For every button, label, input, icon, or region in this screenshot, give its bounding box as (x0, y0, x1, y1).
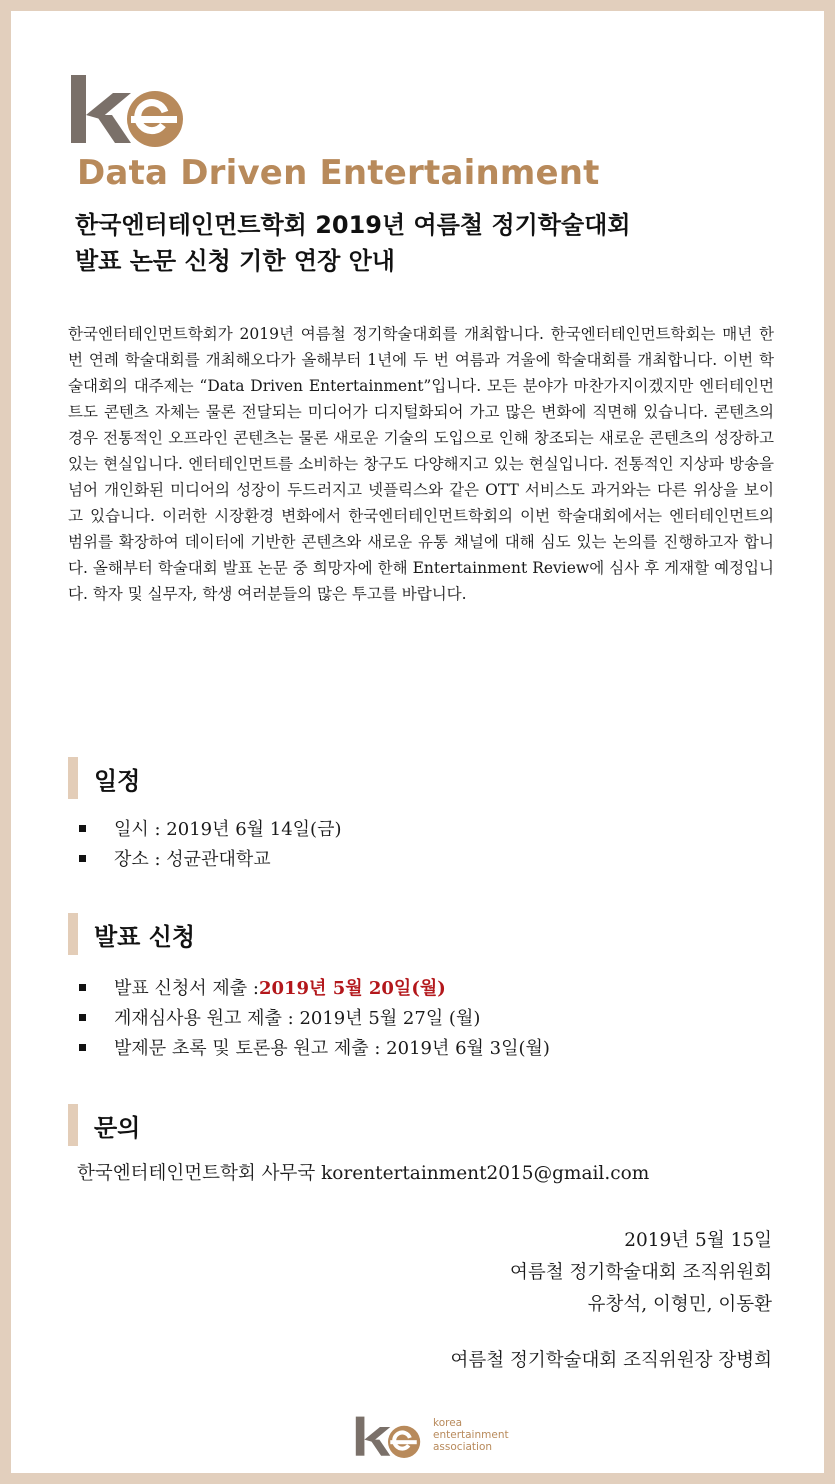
abstract-deadline: 발제문 초록 및 토론용 원고 제출 : 2019년 6월 3일(월) (114, 1038, 550, 1059)
bullet-square-icon (79, 825, 86, 832)
submission-heading (68, 913, 195, 955)
bullet-square-icon (79, 855, 86, 862)
kea-footer-logo (349, 1410, 509, 1460)
page-content (11, 11, 824, 1473)
organizing-committee: 여름철 정기학술대회 조직위원회 (510, 1262, 772, 1283)
inquiry-heading (68, 1104, 140, 1146)
kea-logo (67, 67, 187, 147)
submission-heading-label: 발표 신청 (94, 922, 196, 951)
section-accent-bar (68, 757, 78, 799)
announcement-date: 2019년 5월 15일 (624, 1230, 772, 1251)
committee-members: 유창석, 이형민, 이동환 (587, 1294, 772, 1315)
inquiry-heading-label: 문의 (94, 1113, 141, 1142)
submission-list (79, 972, 550, 1062)
intro-paragraph: 한국엔터테인먼트학회가 2019년 여름철 정기학술대회를 개최합니다. 한국엔터테인먼트학회는 매년 한 번 연례 학술대회를 개최해오다가 올해부터 1년에 두 번 여름과 겨울에 학술대회를 개최합니다. 이번 학술대회의 대주제는 “Data Driven Entertainment”입니다. 모든 분야가 마찬가지이겠지만 엔터테인먼트도 콘텐츠 자체는 물론 전달되는 미디어가 디지털화되어 가고 많은 변화에 직면해 있습니다. 콘텐츠의 경우 전통적인 오프라인 콘텐츠는 물론 새로운 기술의 도입으로 인해 창조되는 새로운 콘텐츠의 성장하고 있는 현실입니다. 엔터테인먼트를 소비하는 창구도 다양해지고 있는 현실입니다. 전통적인 지상파 방송을 넘어 개인화된 미디어의 성장이 두드러지고 넷플릭스와 같은 OTT 서비스도 과거와는 다른 위상을 보이고 있습니다. 이러한 시장환경 변화에서 한국엔터테인먼트학회의 이번 학술대회에서는 엔터테인먼트의 범위를 확장하여 데이터에 기반한 콘텐츠와 새로운 유통 채널에 대해 심도 있는 논의를 진행하고자 합니다. 올해부터 학술대회 발표 논문 중 희망자에 한해 Entertainment Review에 심사 후 게재할 예정입니다. 학자 및 실무자, 학생 여러분들의 많은 투고를 바랍니다. (68, 325, 774, 603)
page-title (75, 207, 631, 279)
schedule-venue: 장소 : 성균관대학교 (114, 849, 271, 870)
list-item (79, 843, 342, 873)
list-item (79, 1032, 550, 1062)
association-name (433, 1417, 509, 1453)
list-item (79, 1002, 550, 1032)
submission-deadline-label: 발표 신청서 제출 : (114, 978, 259, 999)
kea-logo-small (349, 1412, 427, 1458)
schedule-date: 일시 : 2019년 6월 14일(금) (114, 819, 342, 840)
signature-block (510, 1225, 772, 1321)
chair-signature (451, 1345, 772, 1377)
association-name-line: korea (433, 1417, 463, 1429)
section-accent-bar (68, 913, 78, 955)
bullet-square-icon (79, 1014, 86, 1021)
title-line-1: 한국엔터테인먼트학회 2019년 여름철 정기학술대회 (75, 211, 631, 239)
tagline: Data Driven Entertainment (77, 153, 600, 193)
submission-deadline-date: 2019년 5월 20일(월) (258, 978, 446, 999)
schedule-heading (68, 757, 140, 799)
list-item (79, 972, 550, 1002)
schedule-heading-label: 일정 (94, 766, 141, 795)
committee-chair: 여름철 정기학술대회 조직위원장 장병희 (450, 1350, 772, 1371)
bullet-square-icon (79, 984, 86, 991)
section-accent-bar (68, 1104, 78, 1146)
title-line-2: 발표 논문 신청 기한 연장 안내 (75, 247, 395, 275)
bullet-square-icon (79, 1044, 86, 1051)
association-name-line: association (433, 1441, 493, 1453)
schedule-list (79, 813, 342, 873)
inquiry-contact: 한국엔터테인먼트학회 사무국 korentertainment2015@gmail.com (77, 1163, 650, 1184)
review-manuscript-deadline: 게재심사용 원고 제출 : 2019년 5월 27일 (월) (114, 1008, 481, 1029)
association-name-line: entertainment (433, 1429, 509, 1441)
list-item (79, 813, 342, 843)
